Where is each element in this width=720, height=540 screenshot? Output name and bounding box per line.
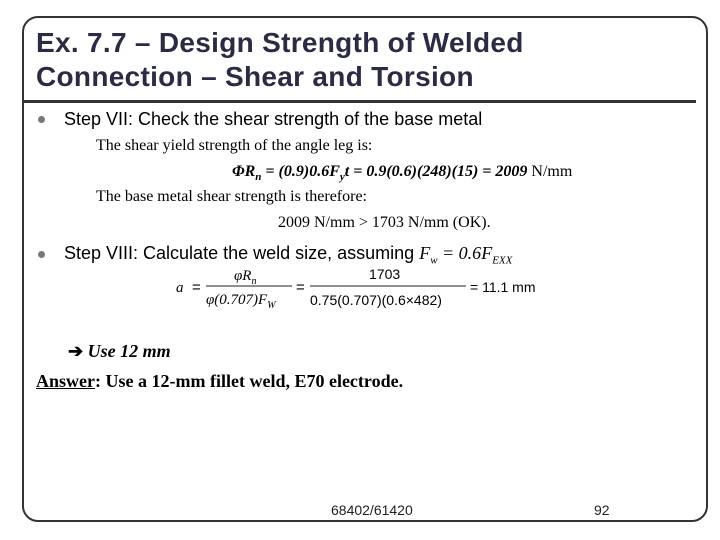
bullet-icon <box>38 116 45 123</box>
step8-f: F <box>419 243 431 263</box>
formula-den2: 0.75(0.707)(0.6×482) <box>310 292 442 308</box>
eq-r-sub: n <box>255 171 262 184</box>
slide-title <box>36 26 676 94</box>
page-number: 92 <box>594 502 610 518</box>
formula-eq1: = <box>192 279 201 296</box>
answer-label: Answer <box>36 371 95 391</box>
bullet-icon <box>38 251 45 258</box>
step8-exx: EXX <box>492 254 513 267</box>
weld-size-formula <box>174 264 554 316</box>
formula-lhs: a <box>176 280 184 296</box>
title-line-2: Connection – Shear and Torsion <box>36 61 474 92</box>
step8-mid: = 0.6 <box>437 243 482 263</box>
formula-eq2: = <box>296 279 305 296</box>
step7-heading: Step VII: Check the shear strength of the base metal <box>64 109 483 129</box>
title-divider <box>22 100 696 103</box>
num1-sub: n <box>251 276 257 287</box>
step8-text: Step VIII: Calculate the weld size, assuming <box>64 243 420 263</box>
footer-code: 68402/61420 <box>331 502 413 518</box>
eq-mid: = (0.9)0.6 <box>261 163 330 180</box>
formula-den1 <box>206 292 277 311</box>
step7-line4: 2009 N/mm > 1703 N/mm (OK). <box>278 214 491 231</box>
formula-num2: 1703 <box>369 266 401 282</box>
arrow-right-icon: ➔ <box>68 341 84 361</box>
use-statement <box>68 341 171 362</box>
step8-w: w <box>430 254 438 267</box>
step8-f2: F <box>481 243 493 263</box>
step7-equation <box>232 162 572 187</box>
den1-sub: W <box>267 300 276 311</box>
eq-r: R <box>244 163 256 180</box>
answer-statement <box>36 371 403 392</box>
step7-line3: The base metal shear strength is therefore: <box>96 188 367 205</box>
den1-main: φ(0.707)F <box>206 292 268 308</box>
formula-num1 <box>234 268 256 287</box>
step7-line1: The shear yield strength of the angle leg is: <box>96 137 373 154</box>
num1-main: φR <box>234 268 252 284</box>
title-line-1: Ex. 7.7 – Design Strength of Welded <box>36 27 524 58</box>
eq-unit: N/mm <box>531 163 573 180</box>
eq-f: F <box>329 163 340 180</box>
answer-text: : Use a 12-mm fillet weld, E70 electrode. <box>95 371 404 391</box>
formula-result: = 11.1 mm <box>470 279 536 295</box>
eq-phi: Φ <box>232 163 245 180</box>
eq-t: t <box>344 163 350 180</box>
eq-f-sub: y <box>339 171 345 184</box>
use-text: Use 12 mm <box>87 341 171 361</box>
eq-rest: = 0.9(0.6)(248)(15) = 2009 <box>349 163 532 180</box>
